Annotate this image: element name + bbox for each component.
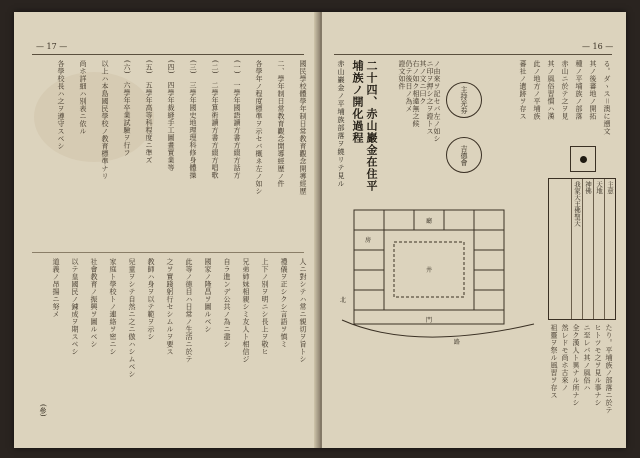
text-column: (三) 三學年國史地理理科修身體操 (189, 60, 197, 179)
right-page (322, 12, 626, 448)
text-column: ノ由來ヲ記セバ左ノ如シ (433, 60, 441, 143)
section-subtitle: 赤山巖金ノ平埔族部落ヲ繞リテ見ル (337, 60, 345, 188)
table-cell: 神佛 (582, 179, 593, 319)
text-column: 此ノ地方ノ平埔族 (533, 60, 541, 120)
text-column: 國家ノ隆昌ヲ圖ルベシ (204, 258, 212, 333)
text-column: ニ至レバ其ノ風俗ハ (583, 324, 591, 392)
right-mid-text-block (398, 60, 442, 190)
text-column: ヒトツモ之ヲ見ル事ナシ (594, 324, 602, 407)
text-column: 仍テ後日ノ為メ (405, 60, 413, 113)
table-cell: 主意 (604, 179, 615, 319)
text-column: 右ノ如ク相違無之候 (412, 60, 420, 128)
text-column: 兒童ヲシテ自然ニ之ニ倣ハシムベシ (128, 258, 136, 378)
text-column: 其ノ風俗習慣ハ漢 (547, 60, 555, 120)
text-column: 各學年ノ程度標準ヲ示セバ概ネ左ノ如シ (255, 60, 263, 195)
text-column: 蕃社ノ遺跡ヲ存ス (519, 60, 527, 120)
seal-text: 吉德會 (460, 144, 468, 166)
altar-table (548, 178, 616, 320)
text-column: 上下ノ別ヲ明ニシ長上ヲ敬ヒ (261, 258, 269, 356)
left-page (14, 12, 318, 448)
left-top-text-block (36, 60, 308, 250)
text-column: 人ニ對シテハ常ニ親切ヲ旨トシ (299, 258, 307, 363)
text-column: 自ラ進ンデ公共ノ為ニ盡シ (223, 258, 231, 348)
text-column: (四) 四學年裁縫手工圖畫實業等 (167, 60, 175, 172)
text-column: (二) 二學年算術讀方書方綴方唱歌 (211, 60, 219, 179)
text-column: 禮儀ヲ正シクシ言語ヲ慎ミ (280, 258, 288, 348)
section-title: 二十四、赤山巖金在住平埔族ノ開化過程 (351, 60, 378, 192)
footer-mark: (參) (39, 404, 47, 417)
left-bottom-text-block (36, 258, 308, 418)
text-column: 尚ホ詳細ハ別表ニ依ル (79, 60, 87, 135)
text-column: (五) 五學年高等科程度ニ準ズ (145, 60, 153, 164)
header-rule (334, 54, 612, 55)
map-label-road: 路 (454, 339, 461, 346)
text-column: 種ノ平埔族ノ部落 (575, 60, 583, 120)
map-label-north: 北 (340, 297, 347, 304)
text-column: 兄弟姉妹相親シミ友人ト相信ジ (242, 258, 250, 363)
page-number-left: — 17 — (36, 42, 68, 51)
text-column: 二、學年制日常教育觀念開導經歷ノ件 (277, 60, 285, 188)
text-column: (一) 一學年國語讀方書方綴方話方 (233, 60, 241, 179)
text-column: 家庭ト學校トノ連絡ヲ密ニシ (109, 258, 117, 356)
dot-icon (580, 156, 587, 163)
book-spread (14, 12, 626, 448)
text-column: 此等ノ徳目ハ日常ノ生活ニ於テ (185, 258, 193, 363)
page-number-right: — 16 — (582, 42, 614, 51)
header-rule (32, 54, 304, 55)
text-column: (六) 六學年卒業試驗ヲ行フ (123, 60, 131, 157)
map-label-gate: 門 (426, 317, 433, 324)
text-column: 全ク漢人ト異ナル所ナシ (572, 324, 580, 407)
text-column: 其ノ文ニ曰ク (419, 60, 427, 105)
text-column: 祖靈ヲ祭ル風習ヲ存ス (550, 324, 558, 399)
seal-stamp-left (446, 82, 482, 118)
map-road (342, 320, 534, 337)
seal-stamp-right (446, 137, 482, 173)
map-label-hall: 廳 (426, 218, 433, 225)
text-column: 赤山ニ於テ之ヲ見 (561, 60, 569, 120)
text-column: 以上ハ本島國民學校ノ教育標準ナリ (101, 60, 109, 180)
table-cell: 天地 (593, 179, 604, 319)
text-column: 以テ皇國民ノ錬成ヲ期スベシ (71, 258, 79, 356)
text-column: 證文如件 (398, 60, 406, 90)
seal-text: 主持光券 (460, 86, 468, 114)
text-column: 各學校長ハ之ヲ遵守スベシ (57, 60, 65, 150)
map-label-well: 井 (426, 267, 433, 274)
right-bottom-text-block (548, 324, 614, 434)
table-cell: 我家天王佛聖天 (571, 179, 582, 319)
map-label-room: 房 (365, 237, 372, 244)
text-column: 教師ハ身ヲ以テ範ヲ示シ (147, 258, 155, 341)
text-column: 國民學校體學年制日常教育觀念開導經歷 (299, 60, 307, 195)
text-column: 道義ノ昂揚ニ努メ (52, 258, 60, 318)
text-column: たり。平埔族ノ部落ニ於テ (605, 324, 613, 414)
text-column: 其ノ後蕃地ノ開拓 (589, 60, 597, 120)
text-column: 然レドモ尚ホ古來ノ (561, 324, 569, 392)
text-column: る。ダヽス＝澳に遡文 (603, 60, 611, 135)
text-column: ニ印ヲ押シ之ヲ證トス (426, 60, 434, 135)
right-top-text-block (512, 60, 612, 140)
text-column: 之ヲ實踐躬行セシムルヲ要ス (166, 258, 174, 356)
text-column: 社會教育ノ振興ヲ圖ルベシ (90, 258, 98, 348)
house-layout-map (334, 202, 542, 352)
section-rule (32, 252, 304, 253)
sun-symbol-box (570, 146, 596, 172)
